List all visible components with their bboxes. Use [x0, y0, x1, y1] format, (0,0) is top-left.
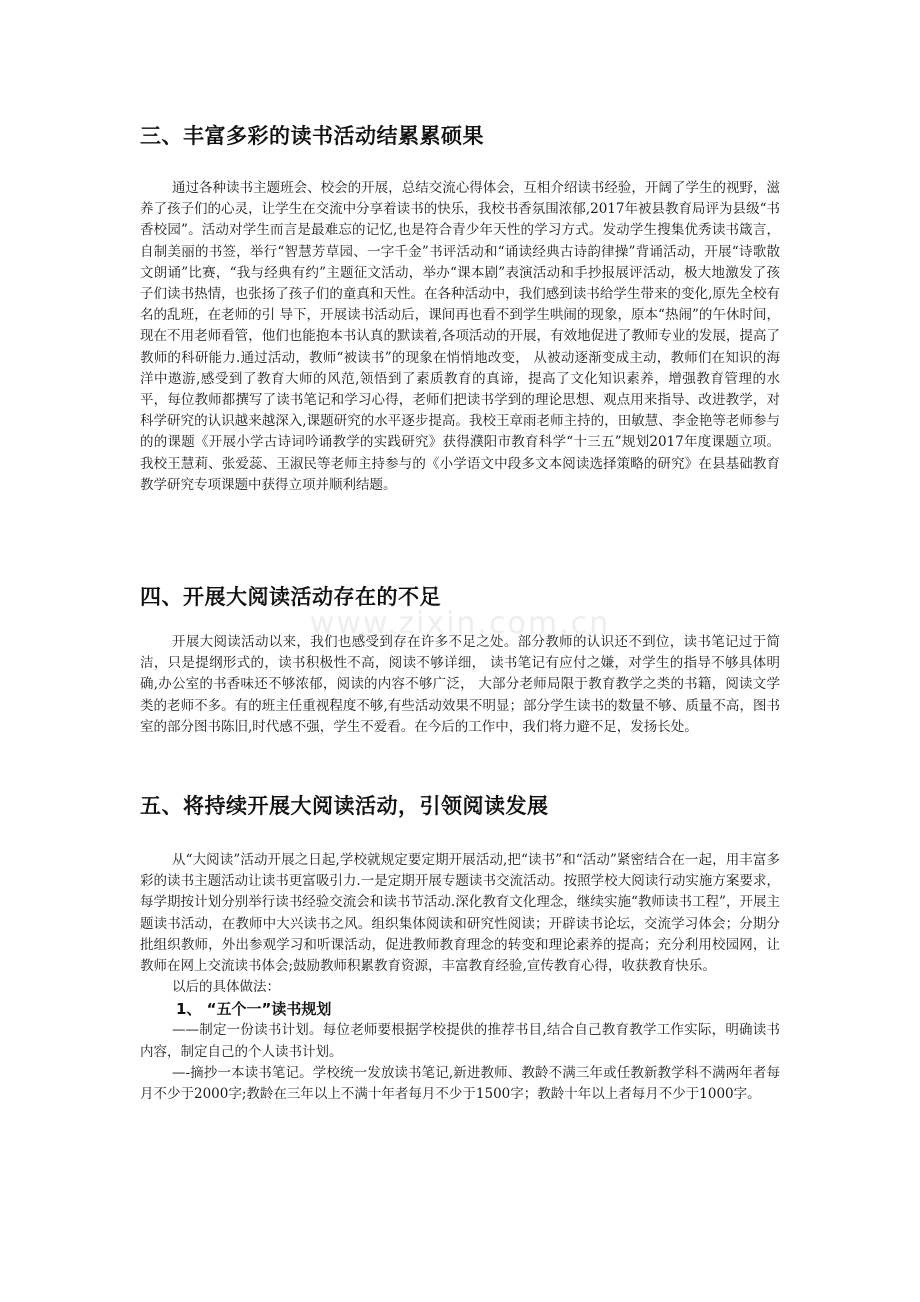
section-5-heading: 五、将持续开展大阅读活动，引领阅读发展: [140, 794, 549, 818]
section-3-body: [140, 178, 780, 496]
section-4-body: [140, 632, 780, 738]
plan-item-reading-notes: —-摘抄一本读书笔记。学校统一发放读书笔记,新进教师、教龄不满三年或任教新教学科不满两年者每月不少于2000字;教龄在三年以上不满十年者每月不少于1500字；教龄十年以上者每月不少于1000字。: [140, 1064, 780, 1103]
section-3-heading: 三、丰富多彩的读书活动结累累硕果: [140, 124, 484, 148]
section-3-paragraph: 通过各种读书主题班会、校会的开展，总结交流心得体会，互相介绍读书经验，开阔了学生的视野，滋养了孩子们的心灵，让学生在交流中分享着读书的快乐，我校书香氛围浓郁,2017年被县教育局评为县级“书香校园”。活动对学生而言是最难忘的记忆,也是符合青少年天性的学习方式。发动学生搜集优秀读书箴言，自制美丽的书签，举行“智慧芳草园、一字千金”书评活动和“诵读经典古诗韵律操”背诵活动，开展“诗歌散文朗诵”比赛，“我与经典有约”主题征文活动，举办“课本剧”表演活动和手抄报展评活动，极大地激发了孩子们读书热情，也张扬了孩子们的童真和天性。在各种活动中，我们感到读书给学生带来的变化,原先全校有名的乱班，在老师的引 导下，开展读书活动后，课间再也看不到学生哄闹的现象，原本“热闹”的午休时间，现在不用老师看管，他们也能抱本书认真的默读着,各项活动的开展，有效地促进了教师专业的发展，提高了教师的科研能力.通过活动，教师“被读书”的现象在悄悄地改变， 从被动逐渐变成主动，教师们在知识的海洋中遨游,感受到了教育大师的风范,领悟到了素质教育的真谛，提高了文化知识素养，增强教育管理的水平，每位教师都撰写了读书笔记和学习心得，老师们把读书学到的理论思想、观点用来指导、改进教学，对科学研究的认识越来越深入,课题研究的水平逐步提高。我校王章雨老师主持的，田敏慧、李金艳等老师参与的的课题《开展小学古诗词吟诵教学的实践研究》获得濮阳市教育科学“十三五”规划2017年度课题立项。我校王慧莉、张爱蕊、王淑民等老师主持参与的《小学语文中段多文本阅读选择策略的研究》在县基础教育教学研究专项课题中获得立项并顺利结题。: [140, 180, 780, 493]
section-5-paragraph: 从“大阅读”活动开展之日起,学校就规定要定期开展活动,把“读书”和“活动”紧密结合在一起，用丰富多彩的读书主题活动让读书更富吸引力.一是定期开展专题读书交流活动。按照学校大阅读行动实施方案要求，每学期按计划分别举行读书经验交流会和读书节活动.深化教育文化理念，继续实施“教师读书工程”，开展主题读书活动，在教师中大兴读书之风。组织集体阅读和研究性阅读；开辟读书论坛，交流学习体会；分期分批组织教师，外出参观学习和听课活动，促进教师教育理念的转变和理论素养的提高；充分利用校园网，让教师在网上交流读书体会;鼓励教师积累教育资源，丰富教育经验,宣传教育心得，收获教育快乐。: [140, 852, 780, 975]
watermark-text: www.zixin.com.cn: [309, 606, 611, 641]
plan-item-reading-plan: ——制定一份读书计划。每位老师要根据学校提供的推荐书目,结合自己教育教学工作实际，明确读书内容，制定自己的个人读书计划。: [140, 1022, 780, 1060]
section-5-intro: 以后的具体做法：: [172, 979, 280, 996]
section-4-paragraph: 开展大阅读活动以来，我们也感受到存在许多不足之处。部分教师的认识还不到位，读书笔记过于简洁，只是提纲形式的，读书积极性不高，阅读不够详细， 读书笔记有应付之嫌，对学生的指导不够具体明确,办公室的书香味还不够浓郁，阅读的内容不够广泛， 大部分老师局限于教育教学之类的书籍，阅读文学类的老师不多。有的班主任重视程度不够,有些活动效果不明显；部分学生读书的数量不够、质量不高，图书室的部分图书陈旧,时代感不强，学生不爱看。在今后的工作中，我们将力避不足，发扬长处。: [140, 634, 780, 735]
section-5-body: [140, 850, 780, 1105]
section-4-heading: 四、开展大阅读活动存在的不足: [140, 585, 441, 609]
plan-subheading: 1、 “五个一”读书规划: [176, 1000, 332, 1019]
